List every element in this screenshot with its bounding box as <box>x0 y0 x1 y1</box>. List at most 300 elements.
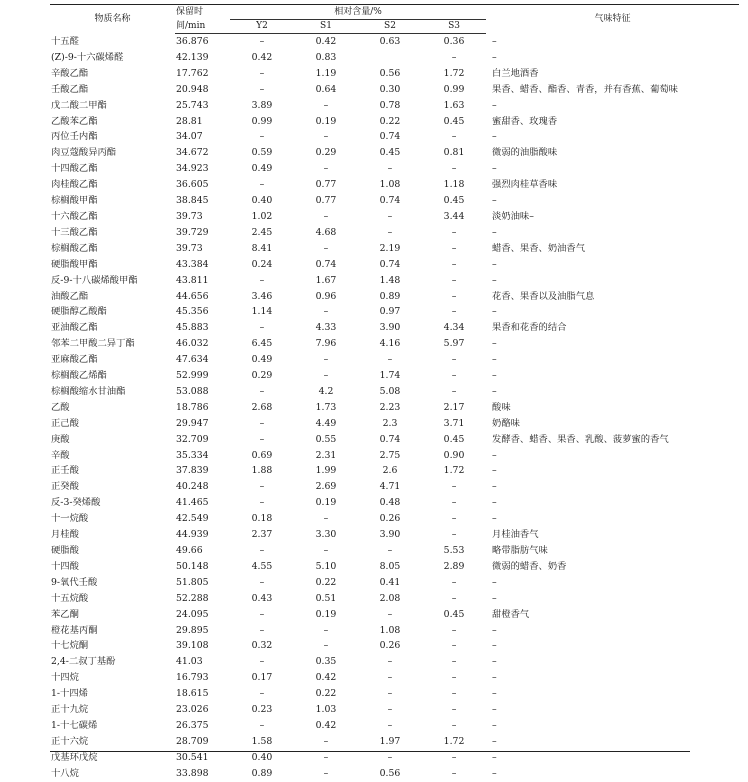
table-row <box>50 129 739 145</box>
cell-s3: 3.71 <box>443 417 465 429</box>
cell-s2: 0.89 <box>379 290 401 302</box>
cell-s1: 0.83 <box>315 51 337 63</box>
cell-retention-time: 39.73 <box>176 210 203 222</box>
cell-y2: 0.24 <box>251 258 273 270</box>
cell-s2: – <box>387 608 393 620</box>
cell-retention-time: 36.605 <box>176 179 209 191</box>
cell-compound-name: 肉桂酸乙酯 <box>51 179 98 191</box>
cell-s1: 4.49 <box>315 417 337 429</box>
cell-s2: 1.48 <box>379 274 401 286</box>
cell-y2: 0.18 <box>251 513 273 525</box>
cell-compound-name: 棕榈酸甲酯 <box>51 195 98 207</box>
cell-s3: – <box>451 163 457 175</box>
cell-odor: – <box>492 195 497 207</box>
cell-compound-name: 棕榈酸乙酯 <box>51 242 98 254</box>
cell-y2: 1.14 <box>251 306 273 318</box>
cell-compound-name: 亚麻酸乙酯 <box>51 354 98 366</box>
table-row <box>50 638 739 654</box>
cell-s1: 0.42 <box>315 719 337 731</box>
cell-y2: – <box>259 576 265 588</box>
cell-retention-time: 29.947 <box>176 417 209 429</box>
cell-s1: 0.51 <box>315 592 337 604</box>
cell-s1: 0.55 <box>315 433 337 445</box>
cell-retention-time: 39.73 <box>176 242 203 254</box>
cell-retention-time: 18.615 <box>176 688 209 700</box>
cell-retention-time: 34.672 <box>176 147 209 159</box>
cell-s2: – <box>387 704 393 716</box>
cell-compound-name: 乙酸苯乙酯 <box>51 115 98 127</box>
table-row <box>50 654 739 670</box>
cell-s2: 0.78 <box>379 99 401 111</box>
cell-y2: 0.49 <box>251 354 273 366</box>
cell-retention-time: 32.709 <box>176 433 209 445</box>
cell-retention-time: 33.898 <box>176 767 209 779</box>
header-odor-characteristics: 气味特征 <box>486 5 739 34</box>
table-row <box>50 82 739 98</box>
cell-s1: 4.2 <box>318 385 334 397</box>
table-row <box>50 527 739 543</box>
cell-s3: 0.36 <box>443 36 465 47</box>
cell-s3: 0.81 <box>443 147 465 159</box>
cell-odor: 蜜甜香、玫瑰香 <box>492 115 558 127</box>
cell-compound-name: 2,4-二叔丁基酚 <box>51 656 116 668</box>
table-row <box>50 177 739 193</box>
table-row <box>50 50 739 66</box>
cell-compound-name: 辛酸乙酯 <box>51 67 89 79</box>
cell-s1: 0.64 <box>315 83 337 95</box>
cell-odor: 微弱的油脂酸味 <box>492 147 558 159</box>
table-row <box>50 368 739 384</box>
cell-s2: – <box>387 163 393 175</box>
cell-s2: 3.90 <box>379 529 401 541</box>
cell-s2: 4.16 <box>379 338 401 350</box>
cell-retention-time: 35.334 <box>176 449 209 461</box>
cell-s1: – <box>323 751 329 763</box>
cell-y2: – <box>259 656 265 668</box>
table-row <box>50 161 739 177</box>
cell-odor: 酸味 <box>492 401 511 413</box>
cell-y2: 0.89 <box>251 767 273 779</box>
cell-compound-name: 肉豆蔻酸异丙酯 <box>51 147 117 159</box>
cell-compound-name: 十四烷 <box>51 672 79 684</box>
table-row <box>50 718 739 734</box>
cell-retention-time: 52.288 <box>176 592 209 604</box>
cell-compound-name: (Z)-9-十六碳烯醛 <box>51 51 124 63</box>
cell-s1: 0.22 <box>315 576 337 588</box>
cell-odor: – <box>492 672 497 684</box>
table-row <box>50 766 739 782</box>
cell-y2: 2.37 <box>251 529 273 541</box>
cell-y2: – <box>259 131 265 143</box>
cell-retention-time: 26.375 <box>176 719 209 731</box>
table-row <box>50 209 739 225</box>
cell-y2: 1.02 <box>251 210 273 222</box>
cell-retention-time: 20.948 <box>176 83 209 95</box>
compound-table <box>50 4 739 782</box>
cell-retention-time: 52.999 <box>176 370 209 382</box>
cell-odor: – <box>492 354 497 366</box>
cell-y2: 8.41 <box>251 242 273 254</box>
cell-s2: – <box>387 719 393 731</box>
cell-s3: – <box>451 656 457 668</box>
cell-s1: – <box>323 99 329 111</box>
cell-s3: – <box>451 640 457 652</box>
cell-s1: – <box>323 513 329 525</box>
cell-s3: – <box>451 354 457 366</box>
cell-y2: – <box>259 179 265 191</box>
cell-s1: 1.67 <box>315 274 337 286</box>
cell-odor: – <box>492 592 497 604</box>
table-row <box>50 400 739 416</box>
cell-s2: 4.71 <box>379 481 401 493</box>
cell-compound-name: 十五醛 <box>51 35 79 47</box>
cell-s1: 0.19 <box>315 497 337 509</box>
cell-s3: 1.72 <box>443 67 465 79</box>
cell-odor: 微弱的蜡香、奶香 <box>492 560 567 572</box>
cell-s3: – <box>451 481 457 493</box>
cell-odor: – <box>492 338 497 350</box>
cell-s1: – <box>323 131 329 143</box>
cell-s2: 1.08 <box>379 624 401 636</box>
cell-retention-time: 18.786 <box>176 401 209 413</box>
cell-compound-name: 正十六烷 <box>51 735 89 747</box>
cell-compound-name: 正壬酸 <box>51 465 79 477</box>
cell-s1: 2.31 <box>315 449 337 461</box>
cell-compound-name: 月桂酸 <box>51 529 79 541</box>
cell-s3: – <box>451 672 457 684</box>
cell-s1: 3.30 <box>315 529 337 541</box>
cell-retention-time: 44.939 <box>176 529 209 541</box>
cell-compound-name: 戊二酸二甲酯 <box>51 99 107 111</box>
cell-s2: 0.63 <box>379 36 401 47</box>
cell-s3: 4.34 <box>443 322 465 334</box>
cell-y2: – <box>259 36 265 47</box>
cell-odor: – <box>492 465 497 477</box>
compound-table-container <box>50 4 738 782</box>
cell-y2: – <box>259 322 265 334</box>
cell-retention-time: 36.876 <box>176 36 209 47</box>
cell-retention-time: 24.095 <box>176 608 209 620</box>
cell-y2: 2.45 <box>251 226 273 238</box>
cell-odor: – <box>492 640 497 652</box>
cell-s2: – <box>387 688 393 700</box>
cell-s1: 2.69 <box>315 481 337 493</box>
cell-odor: – <box>492 370 497 382</box>
cell-retention-time: 41.465 <box>176 497 209 509</box>
cell-compound-name: 辛酸 <box>51 449 70 461</box>
cell-s3: 0.99 <box>443 83 465 95</box>
cell-compound-name: 反-3-癸烯酸 <box>51 497 101 509</box>
cell-retention-time: 34.07 <box>176 131 203 143</box>
cell-odor: 略带脂肪气味 <box>492 545 548 556</box>
cell-compound-name: 乙酸 <box>51 401 70 413</box>
cell-odor: 蜡香、果香、奶油香气 <box>492 242 586 254</box>
cell-s2: 1.74 <box>379 370 401 382</box>
cell-odor: – <box>492 226 497 238</box>
table-row <box>50 241 739 257</box>
cell-s3: – <box>451 576 457 588</box>
cell-s2: 5.08 <box>379 385 401 397</box>
table-row <box>50 320 739 336</box>
cell-s2: 0.41 <box>379 576 401 588</box>
cell-retention-time: 43.811 <box>176 274 209 286</box>
cell-s1: – <box>323 640 329 652</box>
cell-s3: – <box>451 767 457 779</box>
cell-s3: – <box>451 688 457 700</box>
cell-s3: – <box>451 226 457 238</box>
cell-odor: – <box>492 35 497 47</box>
cell-s3: – <box>451 624 457 636</box>
cell-s3: – <box>451 592 457 604</box>
cell-s1: 0.96 <box>315 290 337 302</box>
cell-y2: – <box>259 719 265 731</box>
cell-s2: 0.74 <box>379 195 401 207</box>
table-row <box>50 607 739 623</box>
cell-retention-time: 45.883 <box>176 322 209 334</box>
header-retention-time-line2: 间/min <box>175 20 230 34</box>
cell-y2: – <box>259 83 265 95</box>
cell-s2: 0.56 <box>379 67 401 79</box>
cell-s2: 8.05 <box>379 560 401 572</box>
cell-s2: 0.74 <box>379 131 401 143</box>
cell-s1: – <box>323 306 329 318</box>
cell-retention-time: 38.845 <box>176 195 209 207</box>
cell-compound-name: 十六酸乙酯 <box>51 210 98 222</box>
table-row <box>50 257 739 273</box>
cell-compound-name: 十四酸 <box>51 560 79 572</box>
cell-s3: – <box>451 258 457 270</box>
table-header <box>50 5 739 34</box>
cell-odor: 奶酪味 <box>492 417 520 429</box>
table-row <box>50 543 739 559</box>
cell-s1: 4.33 <box>315 322 337 334</box>
cell-retention-time: 45.356 <box>176 306 209 318</box>
cell-s2: 0.30 <box>379 83 401 95</box>
cell-s3: – <box>451 370 457 382</box>
cell-odor: – <box>492 449 497 461</box>
cell-y2: – <box>259 497 265 509</box>
cell-compound-name: 戊基环戊烷 <box>51 751 98 763</box>
cell-y2: – <box>259 274 265 286</box>
cell-s3: – <box>451 274 457 286</box>
cell-odor: – <box>492 258 497 270</box>
cell-s2: – <box>387 354 393 366</box>
table-row <box>50 479 739 495</box>
cell-s3: – <box>451 306 457 318</box>
cell-s2: 2.6 <box>382 465 398 477</box>
cell-s1: 0.22 <box>315 688 337 700</box>
cell-compound-name: 十一烷酸 <box>51 513 89 525</box>
table-row <box>50 289 739 305</box>
table-row <box>50 670 739 686</box>
cell-retention-time: 42.139 <box>176 51 209 63</box>
cell-compound-name: 9-氧代壬酸 <box>51 576 98 588</box>
cell-odor: – <box>492 131 497 143</box>
cell-s3: 1.72 <box>443 735 465 747</box>
cell-s3: 2.17 <box>443 401 465 413</box>
cell-s3: 2.89 <box>443 560 465 572</box>
cell-s3: – <box>451 131 457 143</box>
table-row <box>50 273 739 289</box>
cell-s3: 0.90 <box>443 449 465 461</box>
table-row <box>50 193 739 209</box>
cell-retention-time: 41.03 <box>176 656 203 668</box>
cell-y2: 0.42 <box>251 51 273 63</box>
header-y2: Y2 <box>230 20 294 34</box>
cell-s2: – <box>387 545 393 556</box>
cell-compound-name: 十七烷酮 <box>51 640 89 652</box>
cell-compound-name: 壬酸乙酯 <box>51 83 89 95</box>
table-row <box>50 336 739 352</box>
table-bottom-rule <box>50 751 690 752</box>
cell-odor: – <box>492 751 497 763</box>
cell-s1: 0.42 <box>315 36 337 47</box>
cell-odor: – <box>492 576 497 588</box>
table-row <box>50 384 739 400</box>
cell-y2: 0.49 <box>251 163 273 175</box>
cell-retention-time: 17.762 <box>176 67 209 79</box>
cell-s2: 2.3 <box>382 417 398 429</box>
cell-odor: – <box>492 99 497 111</box>
table-row <box>50 114 739 130</box>
cell-compound-name: 橙花基丙酮 <box>51 624 98 636</box>
cell-s1: 0.74 <box>315 258 337 270</box>
cell-y2: 3.46 <box>251 290 273 302</box>
cell-s1: 0.35 <box>315 656 337 668</box>
cell-retention-time: 25.743 <box>176 99 209 111</box>
cell-y2: 0.59 <box>251 147 273 159</box>
cell-s1: – <box>323 735 329 747</box>
cell-s3: – <box>451 497 457 509</box>
cell-s2: – <box>387 656 393 668</box>
table-body <box>50 34 739 782</box>
cell-s2: 2.19 <box>379 242 401 254</box>
cell-s3: 1.72 <box>443 465 465 477</box>
table-row <box>50 448 739 464</box>
cell-compound-name: 十四酸乙酯 <box>51 163 98 175</box>
cell-y2: – <box>259 608 265 620</box>
cell-retention-time: 30.541 <box>176 751 209 763</box>
cell-s2: 0.74 <box>379 433 401 445</box>
table-row <box>50 591 739 607</box>
cell-odor: – <box>492 497 497 509</box>
cell-y2: – <box>259 481 265 493</box>
cell-retention-time: 34.923 <box>176 163 209 175</box>
cell-odor: 甜橙香气 <box>492 608 530 620</box>
cell-s3: – <box>451 529 457 541</box>
cell-s2: – <box>387 672 393 684</box>
cell-odor: – <box>492 688 497 700</box>
cell-compound-name: 硬脂醇乙酸酯 <box>51 306 107 318</box>
cell-s2 <box>358 50 422 66</box>
cell-compound-name: 亚油酸乙酯 <box>51 322 98 334</box>
header-retention-time-line1: 保留时 <box>175 5 230 20</box>
cell-retention-time: 39.729 <box>176 226 209 238</box>
table-row <box>50 686 739 702</box>
cell-compound-name: 邻苯二甲酸二异丁酯 <box>51 338 135 350</box>
cell-s2: – <box>387 751 393 763</box>
cell-s2: 0.45 <box>379 147 401 159</box>
table-row <box>50 416 739 432</box>
table-row <box>50 225 739 241</box>
cell-retention-time: 23.026 <box>176 704 209 716</box>
cell-y2: 3.89 <box>251 99 273 111</box>
cell-s2: 0.26 <box>379 640 401 652</box>
cell-y2: – <box>259 545 265 556</box>
cell-odor: – <box>492 481 497 493</box>
table-row <box>50 352 739 368</box>
cell-compound-name: 正己酸 <box>51 417 79 429</box>
cell-s1: 0.19 <box>315 608 337 620</box>
table-row <box>50 145 739 161</box>
cell-retention-time: 46.032 <box>176 338 209 350</box>
cell-compound-name: 十三酸乙酯 <box>51 226 98 238</box>
cell-s1: 0.19 <box>315 115 337 127</box>
cell-s3: 3.44 <box>443 210 465 222</box>
cell-s1: – <box>323 767 329 779</box>
cell-retention-time: 28.81 <box>176 115 203 127</box>
cell-s3: 1.63 <box>443 99 465 111</box>
cell-s1: 4.68 <box>315 226 337 238</box>
cell-y2: 0.17 <box>251 672 273 684</box>
cell-odor: 强烈肉桂草香味 <box>492 179 558 191</box>
cell-y2: – <box>259 417 265 429</box>
cell-compound-name: 1-十四烯 <box>51 688 88 700</box>
cell-s3: – <box>451 385 457 397</box>
cell-odor: 白兰地酒香 <box>492 67 539 79</box>
cell-s1: 0.77 <box>315 195 337 207</box>
cell-odor: – <box>492 306 497 318</box>
cell-s3: – <box>451 242 457 254</box>
cell-s1: 0.29 <box>315 147 337 159</box>
cell-s1: 1.19 <box>315 67 337 79</box>
cell-retention-time: 44.656 <box>176 290 209 302</box>
cell-s1: 5.10 <box>315 560 337 572</box>
cell-s3: 5.97 <box>443 338 465 350</box>
cell-s2: 0.48 <box>379 497 401 509</box>
table-row <box>50 559 739 575</box>
cell-s1: – <box>323 545 329 556</box>
cell-retention-time: 49.66 <box>176 545 203 556</box>
cell-s2: 1.97 <box>379 735 401 747</box>
header-s3: S3 <box>422 20 486 34</box>
cell-y2: 6.45 <box>251 338 273 350</box>
cell-y2: 2.68 <box>251 401 273 413</box>
cell-y2: 0.23 <box>251 704 273 716</box>
cell-s1: – <box>323 354 329 366</box>
cell-odor: – <box>492 624 497 636</box>
cell-odor: – <box>492 704 497 716</box>
cell-s2: 0.97 <box>379 306 401 318</box>
cell-y2: – <box>259 433 265 445</box>
table-row <box>50 750 739 766</box>
cell-compound-name: 硬脂酸甲酯 <box>51 258 98 270</box>
cell-s1: 0.42 <box>315 672 337 684</box>
table-row <box>50 702 739 718</box>
table-row <box>50 575 739 591</box>
cell-s2: – <box>387 226 393 238</box>
table-row <box>50 98 739 114</box>
cell-s3: 0.45 <box>443 433 465 445</box>
cell-s3: – <box>451 51 457 63</box>
cell-s3: – <box>451 719 457 731</box>
table-row <box>50 511 739 527</box>
cell-odor: – <box>492 163 497 175</box>
cell-compound-name: 反-9-十八碳烯酸甲酯 <box>51 274 138 286</box>
cell-compound-name: 油酸乙酯 <box>51 290 89 302</box>
cell-retention-time: 40.248 <box>176 481 209 493</box>
cell-compound-name: 十八烷 <box>51 767 79 779</box>
